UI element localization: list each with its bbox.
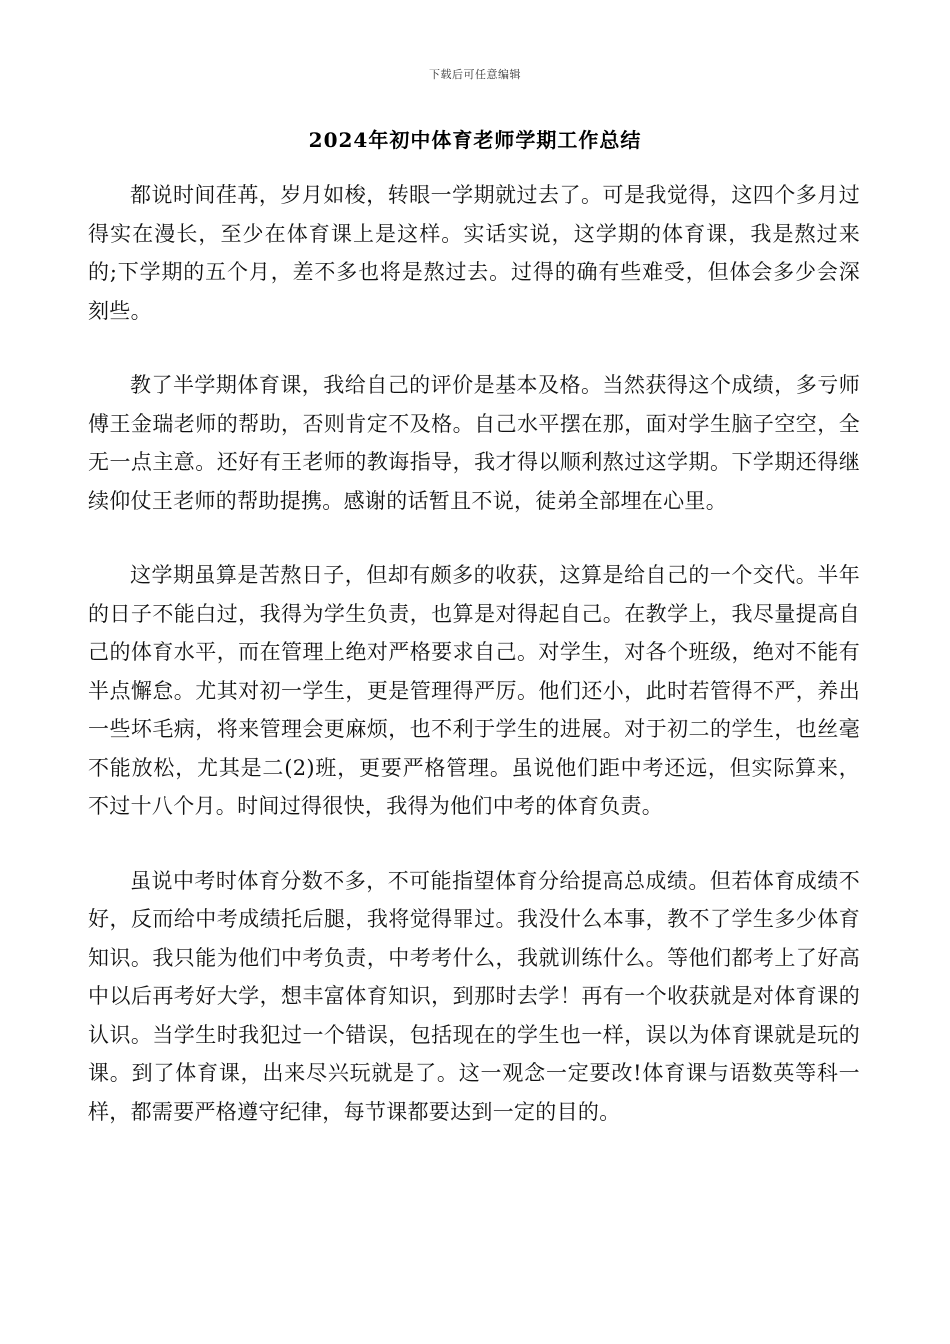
paragraph-4: 虽说中考时体育分数不多，不可能指望体育分给提高总成绩。但若体育成绩不好，反而给中考成绩托后腿，我将觉得罪过。我没什么本事，教不了学生多少体育知识。我只能为他们中考负责，中考考什么，我就训练什么。等他们都考上了好高中以后再考好大学，想丰富体育知识，到那时去学！再有一个收获就是对体育课的认识。当学生时我犯过一个错误，包括现在的学生也一样，误以为体育课就是玩的课。到了体育课，出来尽兴玩就是了。这一观念一定要改!体育课与语数英等科一样，都需要严格遵守纪律，每节课都要达到一定的目的。 xyxy=(88,868,860,1124)
header-note: 下载后可任意编辑 xyxy=(429,68,521,81)
document-body xyxy=(88,176,860,1167)
paragraph-2: 教了半学期体育课，我给自己的评价是基本及格。当然获得这个成绩，多亏师傅王金瑞老师的帮助，否则肯定不及格。自己水平摆在那，面对学生脑子空空，全无一点主意。还好有王老师的教诲指导，我才得以顺利熬过这学期。下学期还得继续仰仗王老师的帮助提携。感谢的话暂且不说，徒弟全部埋在心里。 xyxy=(88,373,860,513)
paragraph-3: 这学期虽算是苦熬日子，但却有颇多的收获，这算是给自己的一个交代。半年的日子不能白过，我得为学生负责，也算是对得起自己。在教学上，我尽量提高自己的体育水平，而在管理上绝对严格要求自己。对学生，对各个班级，绝对不能有半点懈怠。尤其对初一学生，更是管理得严厉。他们还小，此时若管得不严，养出一些坏毛病，将来管理会更麻烦，也不利于学生的进展。对于初二的学生，也丝毫不能放松，尤其是二(2)班，更要严格管理。虽说他们距中考还远，但实际算来，不过十八个月。时间过得很快，我得为他们中考的体育负责。 xyxy=(88,563,860,818)
document-title: 2024年初中体育老师学期工作总结 xyxy=(308,128,642,152)
paragraph-1: 都说时间荏苒，岁月如梭，转眼一学期就过去了。可是我觉得，这四个多月过得实在漫长，至少在体育课上是这样。实话实说，这学期的体育课，我是熬过来的;下学期的五个月，差不多也将是熬过去。过得的确有些难受，但体会多少会深刻些。 xyxy=(88,183,860,323)
